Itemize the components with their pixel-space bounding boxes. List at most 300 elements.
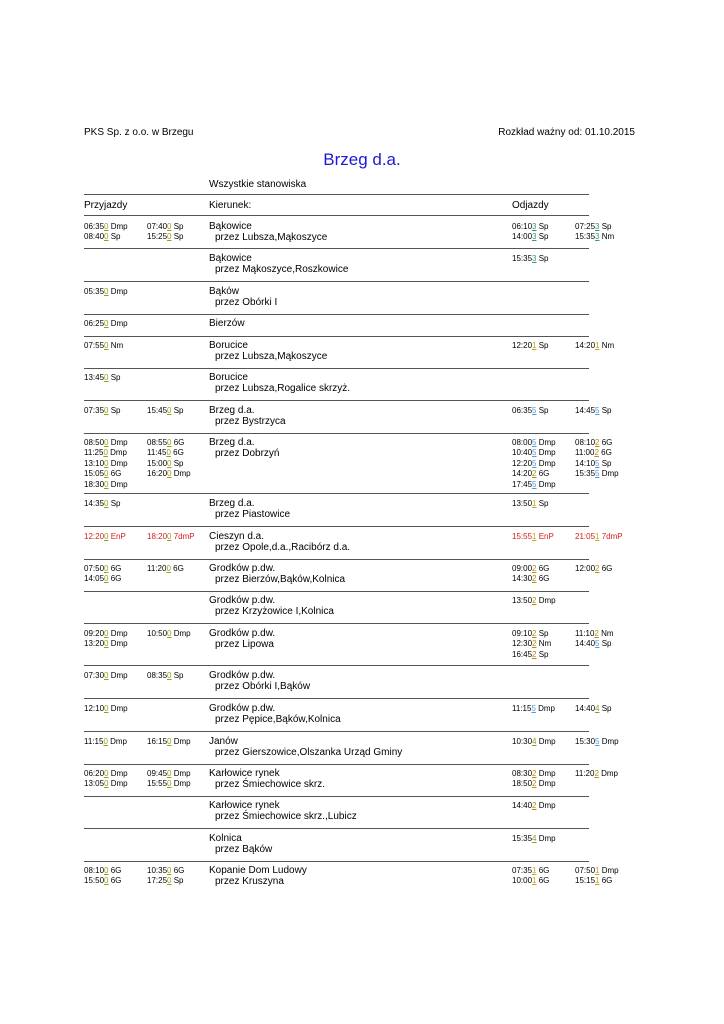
departure-times (575, 438, 619, 480)
departure-time: 14:455 Sp (575, 406, 612, 415)
departure-time: 15:250 Sp (147, 232, 184, 242)
platform-digit: 1 (532, 499, 537, 508)
route-via: przez Dobrzyń (215, 448, 280, 460)
platform-digit: 5 (532, 438, 537, 447)
divider (84, 400, 589, 401)
departure-time: 07:300 Dmp (84, 671, 128, 680)
departure-times (512, 564, 549, 585)
destination (209, 833, 272, 855)
departure-time: 06:350 Dmp (84, 222, 128, 231)
departure-time: 15:305 Dmp (575, 737, 619, 746)
arrival-times (84, 704, 128, 714)
departure-time: 15:550 Dmp (147, 779, 191, 789)
arrival-times (147, 222, 184, 243)
departure-times (575, 704, 612, 714)
route-via: przez Lipowa (215, 639, 274, 651)
departure-time: 13:050 Dmp (84, 779, 128, 789)
destination (209, 768, 325, 790)
platform-digit: 2 (532, 574, 537, 584)
departure-time: 14:405 Sp (575, 639, 612, 649)
departure-time: 13:100 Dmp (84, 458, 128, 468)
destination (209, 563, 345, 585)
arrival-times (84, 287, 128, 297)
divider (84, 828, 589, 829)
platform-digit: 1 (595, 532, 600, 541)
platform-digit: 0 (104, 319, 109, 328)
platform-digit: 0 (167, 532, 172, 541)
platform-digit: 2 (532, 779, 537, 789)
platform-digit: 5 (532, 458, 537, 468)
departure-time: 11:200 6G (147, 564, 184, 573)
departure-time: 08:350 Sp (147, 671, 184, 680)
platform-digit: 3 (532, 222, 537, 231)
platform-digit: 0 (167, 769, 172, 778)
destination (209, 703, 341, 725)
destination-name: Brzeg d.a. (209, 498, 255, 509)
platform-digit: 5 (531, 704, 536, 713)
platform-digit: 2 (594, 769, 599, 778)
platform-digit: 0 (104, 779, 109, 789)
platform-digit: 0 (104, 438, 109, 447)
departure-time: 18:200 7dmP (147, 532, 195, 541)
departure-time: 08:302 Dmp (512, 769, 556, 778)
departure-time: 09:200 Dmp (84, 629, 128, 638)
platform-digit: 0 (104, 639, 109, 649)
destination-name: Bąków (209, 286, 240, 297)
platform-digit: 0 (104, 499, 109, 508)
platform-digit: 0 (167, 469, 172, 479)
destination (209, 736, 402, 758)
platform-digit: 0 (167, 671, 172, 680)
departure-time: 13:200 Dmp (84, 639, 128, 649)
departure-time: 06:103 Sp (512, 222, 549, 231)
departure-time: 11:002 6G (575, 448, 612, 458)
departure-times (575, 406, 612, 416)
departure-times (512, 341, 549, 351)
divider (84, 215, 589, 216)
divider (84, 623, 589, 624)
departure-time: 14:050 6G (84, 574, 122, 584)
departure-time: 07:500 6G (84, 564, 122, 573)
departure-times (512, 769, 556, 790)
arrival-times (147, 737, 191, 747)
platform-digit: 0 (104, 629, 109, 638)
arrival-times (84, 373, 121, 383)
platform-digit: 0 (104, 769, 109, 778)
departure-time: 08:550 6G (147, 438, 185, 447)
arrival-times (147, 866, 184, 887)
destination (209, 437, 279, 459)
page-title: Brzeg d.a. (323, 150, 401, 169)
departure-time: 16:150 Dmp (147, 737, 191, 746)
departure-time: 15:050 6G (84, 469, 122, 479)
departure-time: 08:500 Dmp (84, 438, 128, 447)
platform-digit: 0 (104, 232, 109, 242)
departure-times (512, 801, 556, 811)
stations-label: Wszystkie stanowiska (209, 179, 307, 190)
divider (84, 665, 589, 666)
platform-digit: 0 (103, 737, 108, 746)
destination (209, 286, 277, 308)
arrival-times (84, 866, 121, 887)
destination (209, 372, 350, 394)
route-via: przez Kruszyna (215, 876, 284, 888)
departure-time: 05:350 Dmp (84, 287, 128, 296)
destination-name: Bąkowice (209, 253, 252, 264)
platform-digit: 0 (166, 564, 171, 573)
platform-digit: 1 (595, 866, 600, 875)
platform-digit: 5 (595, 737, 600, 746)
departure-time: 07:253 Sp (575, 222, 612, 231)
departure-time: 06:200 Dmp (84, 769, 128, 778)
destination (209, 865, 307, 887)
platform-digit: 2 (532, 649, 537, 659)
departure-times (512, 222, 549, 243)
platform-digit: 2 (594, 629, 599, 638)
platform-digit: 0 (167, 458, 172, 468)
route-via: przez Bystrzyca (215, 416, 286, 428)
departure-time: 09:002 6G (512, 564, 550, 573)
validity-date: Rozkład ważny od: 01.10.2015 (498, 127, 635, 138)
arrival-times (84, 564, 121, 585)
route-via: przez Lubsza,Mąkoszyce (215, 351, 328, 363)
destination-name: Kopanie Dom Ludowy (209, 865, 307, 876)
platform-digit: 3 (532, 232, 537, 242)
departure-time: 15:353 Sp (512, 254, 549, 263)
arrival-times (84, 499, 121, 509)
departure-times (512, 499, 549, 509)
destination-name: Kolnica (209, 833, 242, 844)
arrival-times (84, 319, 128, 329)
departure-times (512, 629, 551, 660)
arrival-times (147, 406, 184, 416)
departure-times (512, 438, 556, 490)
platform-digit: 5 (532, 479, 537, 489)
departure-time: 08:100 6G (84, 866, 122, 875)
departure-time: 06:250 Dmp (84, 319, 128, 328)
platform-digit: 0 (166, 448, 171, 458)
arrivals-header: Przyjazdy (84, 200, 128, 211)
route-via: przez Obórki I,Bąków (215, 681, 311, 693)
platform-digit: 0 (103, 448, 108, 458)
platform-digit: 1 (532, 876, 537, 886)
arrival-times (84, 406, 121, 416)
divider (84, 248, 589, 249)
platform-digit: 0 (167, 629, 172, 638)
platform-digit: 1 (532, 532, 537, 541)
destination (209, 318, 245, 329)
departure-time: 13:502 Dmp (512, 596, 556, 605)
platform-digit: 0 (104, 479, 109, 489)
departure-time: 10:350 6G (147, 866, 185, 875)
platform-digit: 2 (595, 438, 600, 447)
departure-times (512, 834, 556, 844)
departure-times (512, 596, 556, 606)
departure-time: 12:205 Dmp (512, 458, 556, 468)
platform-digit: 0 (104, 671, 109, 680)
destination (209, 221, 327, 243)
departure-time: 15:551 EnP (512, 532, 554, 541)
arrival-times (84, 737, 127, 747)
departure-time: 12:002 6G (575, 564, 613, 573)
destination (209, 253, 348, 275)
route-via: przez Śmiechowice skrz. (215, 779, 326, 791)
destination (209, 628, 275, 650)
arrival-times (84, 629, 128, 650)
arrival-times (84, 438, 128, 490)
divider (84, 526, 589, 527)
platform-digit: 0 (104, 373, 109, 382)
divider (84, 861, 589, 862)
platform-digit: 0 (104, 866, 109, 875)
departure-time: 09:102 Sp (512, 629, 549, 638)
divider (84, 368, 589, 369)
platform-digit: 5 (595, 639, 600, 649)
destination-name: Grodków p.dw. (209, 670, 276, 681)
divider (84, 336, 589, 337)
departure-time: 12:200 EnP (84, 532, 126, 541)
platform-digit: 2 (532, 769, 537, 778)
divider (84, 591, 589, 592)
divider (84, 731, 589, 732)
arrival-times (147, 564, 184, 574)
destination-name: Borucice (209, 372, 248, 383)
departure-time: 07:501 Dmp (575, 866, 619, 875)
platform-digit: 0 (104, 876, 109, 886)
departure-times (575, 866, 619, 887)
divider (84, 559, 589, 560)
destination (209, 498, 290, 520)
destination-name: Brzeg d.a. (209, 437, 255, 448)
platform-digit: 1 (595, 341, 600, 350)
departure-time: 15:353 Nm (575, 232, 615, 242)
destination-name: Bąkowice (209, 221, 252, 232)
departure-times (575, 532, 623, 542)
departure-times (512, 406, 549, 416)
departure-time: 07:550 Nm (84, 341, 124, 350)
departure-time: 15:000 Sp (147, 458, 184, 468)
platform-digit: 0 (104, 341, 109, 350)
route-via: przez Obórki I (215, 297, 278, 309)
departures-header: Odjazdy (512, 200, 549, 211)
platform-digit: 2 (595, 564, 600, 573)
departure-times (575, 222, 614, 243)
route-via: przez Piastowice (215, 509, 291, 521)
departure-time: 14:350 Sp (84, 499, 121, 508)
departure-time: 18:502 Dmp (512, 779, 556, 789)
destination-name: Grodków p.dw. (209, 703, 276, 714)
platform-digit: 1 (532, 341, 537, 350)
platform-digit: 3 (532, 254, 537, 263)
departure-time: 15:500 6G (84, 876, 122, 886)
departure-time: 08:102 6G (575, 438, 613, 447)
platform-digit: 5 (532, 448, 537, 458)
departure-time: 14:404 Sp (575, 704, 612, 713)
platform-digit: 0 (104, 458, 109, 468)
direction-header: Kierunek: (209, 200, 252, 211)
platform-digit: 0 (167, 876, 172, 886)
departure-times (512, 737, 556, 747)
departure-times (575, 737, 619, 747)
arrival-times (84, 671, 128, 681)
route-via: przez Pępice,Bąków,Kolnica (215, 714, 341, 726)
platform-digit: 4 (532, 737, 537, 746)
departure-time: 11:450 6G (147, 448, 184, 458)
route-via: przez Krzyżowice I,Kolnica (215, 606, 334, 618)
departure-time: 10:304 Dmp (512, 737, 556, 746)
platform-digit: 2 (532, 629, 537, 638)
departure-time: 17:250 Sp (147, 876, 184, 886)
platform-digit: 0 (104, 564, 109, 573)
departure-time: 12:302 Nm (512, 639, 552, 649)
departure-time: 07:400 Sp (147, 222, 184, 231)
arrival-times (147, 532, 195, 542)
departure-times (512, 532, 554, 542)
destination-name: Borucice (209, 340, 248, 351)
departure-times (512, 254, 549, 264)
destination (209, 531, 350, 553)
divider (84, 698, 589, 699)
destination-name: Cieszyn d.a. (209, 531, 265, 542)
platform-digit: 2 (594, 448, 599, 458)
platform-digit: 5 (595, 406, 600, 415)
destination (209, 405, 286, 427)
platform-digit: 0 (167, 406, 172, 415)
arrival-times (147, 671, 184, 681)
departure-time: 15:450 Sp (147, 406, 184, 415)
platform-digit: 4 (532, 834, 537, 843)
platform-digit: 0 (104, 287, 109, 296)
departure-time: 15:355 Dmp (575, 469, 619, 479)
platform-digit: 0 (104, 574, 109, 584)
platform-digit: 0 (167, 222, 172, 231)
divider (84, 314, 589, 315)
route-via: przez Lubsza,Mąkoszyce (215, 232, 328, 244)
platform-digit: 0 (104, 704, 109, 713)
platform-digit: 0 (104, 469, 109, 479)
departure-time: 07:350 Sp (84, 406, 121, 415)
departure-time: 08:400 Sp (84, 232, 121, 242)
platform-digit: 1 (595, 876, 600, 886)
departure-time: 16:200 Dmp (147, 469, 191, 479)
platform-digit: 0 (104, 406, 109, 415)
route-via: przez Gierszowice,Olszanka Urząd Gminy (215, 747, 403, 759)
arrival-times (84, 532, 126, 542)
destination (209, 340, 327, 362)
destination-name: Grodków p.dw. (209, 628, 276, 639)
platform-digit: 4 (595, 704, 600, 713)
departure-time: 08:005 Dmp (512, 438, 556, 447)
arrival-times (84, 222, 128, 243)
departure-time: 14:105 Sp (575, 458, 612, 468)
departure-time: 10:500 Dmp (147, 629, 191, 638)
platform-digit: 0 (104, 532, 109, 541)
departure-time: 11:202 Dmp (575, 769, 619, 778)
departure-time: 13:450 Sp (84, 373, 121, 382)
platform-digit: 3 (595, 222, 600, 231)
departure-time: 16:452 Sp (512, 649, 549, 659)
departure-times (575, 769, 618, 779)
departure-times (575, 564, 612, 574)
departure-time: 14:302 6G (512, 574, 550, 584)
route-via: przez Bierzów,Bąków,Kolnica (215, 574, 346, 586)
departure-time: 14:003 Sp (512, 232, 549, 242)
departure-time: 13:501 Sp (512, 499, 549, 508)
departure-time: 11:250 Dmp (84, 448, 128, 458)
departure-time: 06:355 Sp (512, 406, 549, 415)
departure-time: 11:150 Dmp (84, 737, 128, 746)
divider (84, 433, 589, 434)
route-via: przez Opole,d.a.,Racibórz d.a. (215, 542, 351, 554)
destination-name: Janów (209, 736, 238, 747)
destination (209, 800, 357, 822)
arrival-times (84, 341, 123, 351)
platform-digit: 5 (595, 458, 600, 468)
divider (84, 764, 589, 765)
departure-times (512, 866, 549, 887)
platform-digit: 0 (167, 779, 172, 789)
divider (84, 194, 589, 195)
platform-digit: 2 (532, 639, 537, 649)
departure-times (575, 341, 614, 351)
departure-time: 10:001 6G (512, 876, 550, 886)
departure-times (512, 704, 555, 714)
departure-time: 18:300 Dmp (84, 479, 128, 489)
route-via: przez Mąkoszyce,Roszkowice (215, 264, 349, 276)
platform-digit: 3 (595, 232, 600, 242)
platform-digit: 2 (532, 596, 537, 605)
departure-time: 12:201 Sp (512, 341, 549, 350)
company-name: PKS Sp. z o.o. w Brzegu (84, 127, 194, 138)
departure-time: 17:455 Dmp (512, 479, 556, 489)
departure-times (575, 629, 614, 650)
destination (209, 595, 334, 617)
departure-time: 14:201 Nm (575, 341, 615, 350)
destination-name: Grodków p.dw. (209, 563, 276, 574)
divider (84, 493, 589, 494)
departure-time: 07:351 6G (512, 866, 550, 875)
platform-digit: 0 (104, 222, 109, 231)
destination-name: Grodków p.dw. (209, 595, 276, 606)
departure-time: 14:402 Dmp (512, 801, 556, 810)
destination-name: Brzeg d.a. (209, 405, 255, 416)
departure-time: 21:051 7dmP (575, 532, 623, 541)
platform-digit: 2 (532, 801, 537, 810)
platform-digit: 2 (532, 469, 537, 479)
departure-time: 11:102 Nm (575, 629, 614, 638)
destination-name: Bierzów (209, 318, 245, 329)
departure-time: 15:354 Dmp (512, 834, 556, 843)
route-via: przez Śmiechowice skrz.,Lubicz (215, 811, 357, 823)
destination-name: Karłowice rynek (209, 768, 280, 779)
destination-name: Karłowice rynek (209, 800, 280, 811)
arrival-times (147, 769, 191, 790)
route-via: przez Bąków (215, 844, 273, 856)
departure-time: 11:155 Dmp (512, 704, 556, 713)
platform-digit: 5 (532, 406, 537, 415)
departure-time: 10:405 Dmp (512, 448, 556, 458)
departure-time: 12:100 Dmp (84, 704, 128, 713)
divider (84, 796, 589, 797)
platform-digit: 5 (595, 469, 600, 479)
departure-time: 09:450 Dmp (147, 769, 191, 778)
arrival-times (147, 438, 191, 480)
platform-digit: 2 (532, 564, 537, 573)
divider (84, 281, 589, 282)
departure-time: 15:151 6G (575, 876, 613, 886)
destination (209, 670, 310, 692)
platform-digit: 1 (532, 866, 537, 875)
